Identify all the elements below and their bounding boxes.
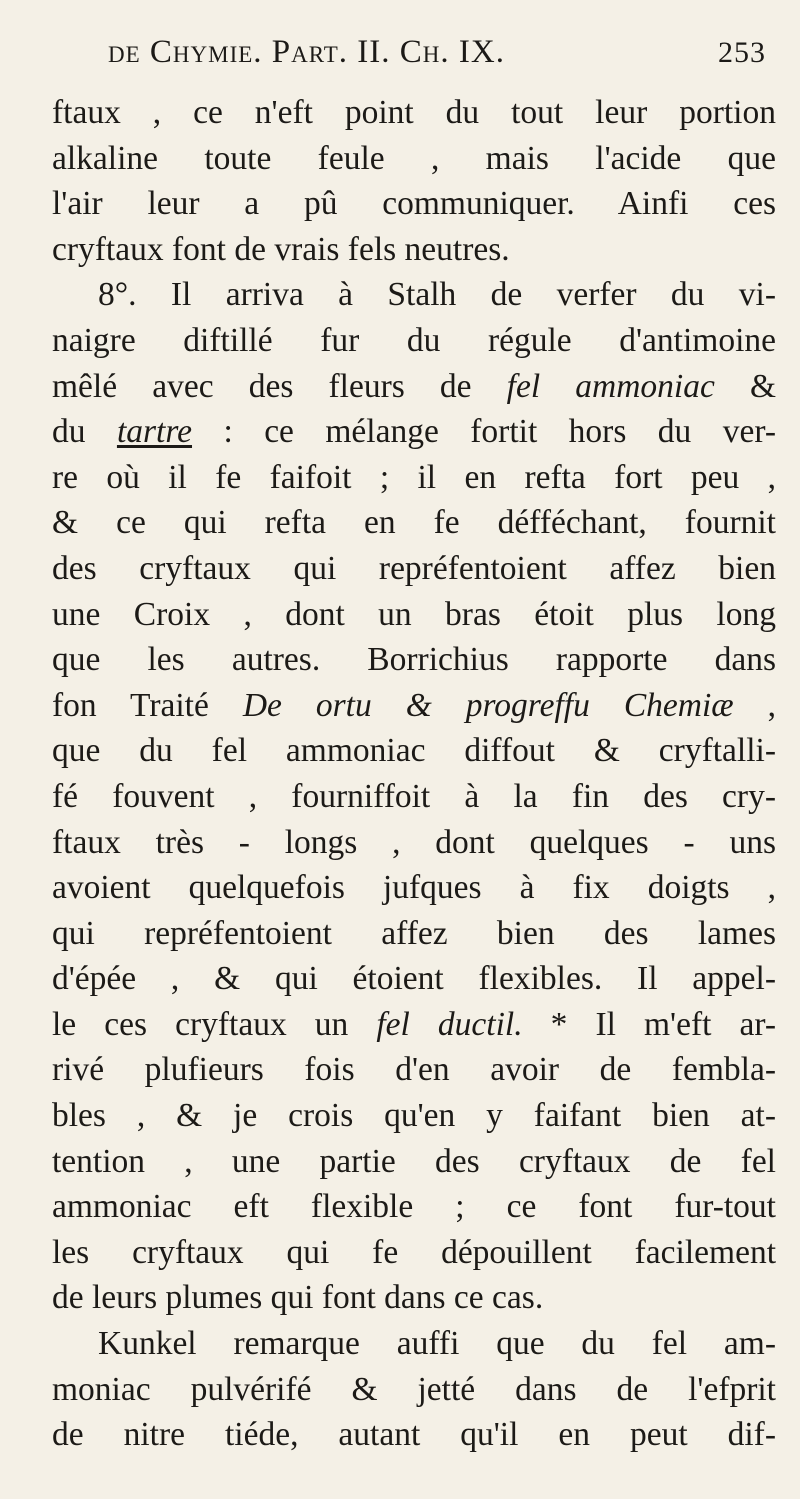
text-line [52, 500, 776, 546]
text-line [52, 318, 776, 364]
text-line [52, 1093, 776, 1139]
text-run: 8°. Il arriva à Stalh de verfer du vi- [98, 276, 776, 314]
text-line [52, 911, 776, 957]
text-run: mêlé avec des fleurs de [52, 367, 507, 405]
text-line [52, 1047, 776, 1093]
text-line [52, 136, 776, 182]
text-line [52, 181, 776, 227]
text-line [52, 1321, 776, 1367]
italic-run: tartre [116, 413, 193, 451]
running-head [52, 34, 776, 86]
text-run: des cryftaux qui repréfentoient affez bien [52, 549, 776, 587]
text-run: les cryftaux qui fe dépouillent facilement [52, 1233, 776, 1271]
text-line [52, 956, 776, 1002]
page-number: 253 [718, 36, 766, 69]
text-run: du [52, 413, 117, 451]
text-run: que les autres. Borrichius rapporte dans [52, 641, 776, 679]
text-run: le ces cryftaux un [52, 1005, 377, 1043]
text-line [52, 728, 776, 774]
text-line [52, 865, 776, 911]
italic-run: fel ammoniac [506, 367, 715, 405]
running-title: de Chymie. Part. II. Ch. IX. [108, 34, 505, 70]
text-line [52, 227, 776, 273]
text-line [52, 592, 776, 638]
text-run: bles , & je crois qu'en y faifant bien at- [52, 1097, 776, 1135]
text-run: fé fouvent , fourniffoit à la fin des cry- [52, 777, 776, 815]
text-line [52, 409, 776, 455]
text-run: l'air leur a pû communiquer. Ainfi ces [52, 185, 776, 223]
text-run: tention , une partie des cryftaux de fel [52, 1142, 776, 1180]
text-run: d'épée , & qui étoient flexibles. Il appel- [52, 960, 776, 998]
text-run: re où il fe faifoit ; il en refta fort peu , [52, 458, 776, 496]
text-line [52, 1275, 776, 1321]
text-run: ammoniac eft flexible ; ce font fur-tout [52, 1188, 776, 1226]
text-line [52, 272, 776, 318]
text-run: naigre diftillé fur du régule d'antimoine [52, 321, 776, 359]
italic-run: De ortu & progreffu Chemiæ [242, 686, 734, 724]
text-line [52, 1002, 776, 1048]
text-run: ftaux , ce n'eft point du tout leur portion [52, 94, 776, 131]
body-text [52, 90, 776, 1458]
text-line [52, 774, 776, 820]
text-line [52, 1367, 776, 1413]
text-line [52, 637, 776, 683]
text-run: de leurs plumes qui font dans ce cas. [52, 1279, 544, 1317]
text-line [52, 364, 776, 410]
text-run: rivé plufieurs fois d'en avoir de fembla- [52, 1051, 776, 1089]
text-line [52, 455, 776, 501]
text-run: moniac pulvérifé & jetté dans de l'efprit [52, 1370, 776, 1408]
text-run: : ce mélange fortit hors du ver- [192, 413, 776, 451]
text-line [52, 1139, 776, 1185]
text-line [52, 820, 776, 866]
text-run: que du fel ammoniac diffout & cryftalli- [52, 732, 776, 770]
text-run: qui repréfentoient affez bien des lames [52, 914, 776, 952]
italic-run: fel ductil. [376, 1005, 523, 1043]
text-run: ftaux très - longs , dont quelques - uns [52, 823, 776, 861]
text-line [52, 1412, 776, 1458]
text-line [52, 1184, 776, 1230]
text-line [52, 1230, 776, 1276]
text-run: & [714, 367, 776, 405]
text-line [52, 90, 776, 136]
text-run: une Croix , dont un bras étoit plus long [52, 595, 776, 633]
text-run: de nitre tiéde, autant qu'il en peut dif- [52, 1416, 776, 1454]
text-run: cryftaux font de vrais fels neutres. [52, 230, 510, 268]
text-run: alkaline toute feule , mais l'acide que [52, 139, 776, 177]
text-run: avoient quelquefois jufques à fix doigts , [52, 869, 776, 907]
text-run: fon Traité [52, 686, 243, 724]
text-run: & ce qui refta en fe défféchant, fournit [52, 504, 776, 542]
text-run: , [733, 686, 776, 724]
text-line [52, 683, 776, 729]
text-run: * Il m'eft ar- [522, 1005, 776, 1043]
text-run: Kunkel remarque auffi que du fel am- [98, 1325, 776, 1363]
text-line [52, 546, 776, 592]
